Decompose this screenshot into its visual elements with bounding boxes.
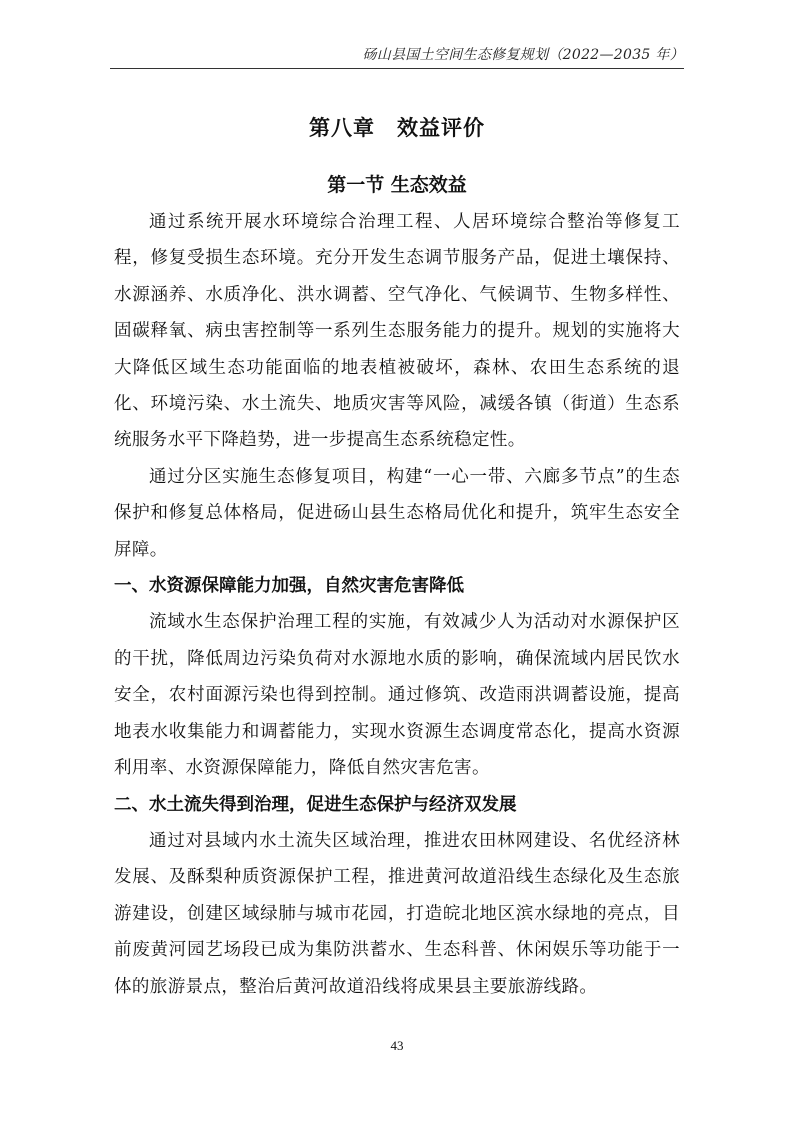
- page-number: 43: [390, 1038, 404, 1053]
- chapter-title: 第八章 效益评价: [309, 116, 485, 140]
- subheading-water-resources: 一、水资源保障能力加强，自然灾害危害降低: [114, 576, 464, 597]
- subheading-soil-erosion: 二、水土流失得到治理，促进生态保护与经济双发展: [114, 794, 517, 815]
- section-title: 第一节 生态效益: [327, 174, 467, 196]
- paragraph-intro-2: 通过分区实施生态修复项目，构建“一心一带、六廊多节点”的生态保护和修复总体格局，促进砀山县生态格局优化和提升，筑牢生态安全屏障。: [114, 466, 680, 560]
- paragraph-soil-erosion: 通过对县域内水土流失区域治理，推进农田林网建设、名优经济林发展、及酥梨种质资源保护工程，推进黄河故道沿线生态绿化及生态旅游建设，创建区域绿肺与城市花园，打造皖北地区滨水绿地的亮点，目前废黄河园艺场段已成为集防洪蓄水、生态科普、休闲娱乐等功能于一体的旅游景点，整治后黄河故道沿线将成果县主要旅游线路。: [114, 830, 680, 997]
- paragraph-water-resources: 流域水生态保护治理工程的实施，有效减少人为活动对水源保护区的干扰，降低周边污染负荷对水源地水质的影响，确保流域内居民饮水安全，农村面源污染也得到控制。通过修筑、改造雨洪调蓄设施，提高地表水收集能力和调蓄能力，实现水资源生态调度常态化，提高水资源利用率、水资源保障能力，降低自然灾害危害。: [114, 612, 680, 779]
- paragraph-intro-1: 通过系统开展水环境综合治理工程、人居环境综合整治等修复工程，修复受损生态环境。充分开发生态调节服务产品，促进土壤保持、水源涵养、水质净化、洪水调蓄、空气净化、气候调节、生物多样性、固碳释氧、病虫害控制等一系列生态服务能力的提升。规划的实施将大大降低区域生态功能面临的地表植被破坏，森林、农田生态系统的退化、环境污染、水土流失、地质灾害等风险，减缓各镇（街道）生态系统服务水平下降趋势，进一步提高生态系统稳定性。: [114, 212, 680, 451]
- body-content: [114, 204, 680, 1005]
- running-header: 砀山县国土空间生态修复规划（2022—2035 年）: [362, 47, 684, 63]
- header-divider: [110, 68, 684, 69]
